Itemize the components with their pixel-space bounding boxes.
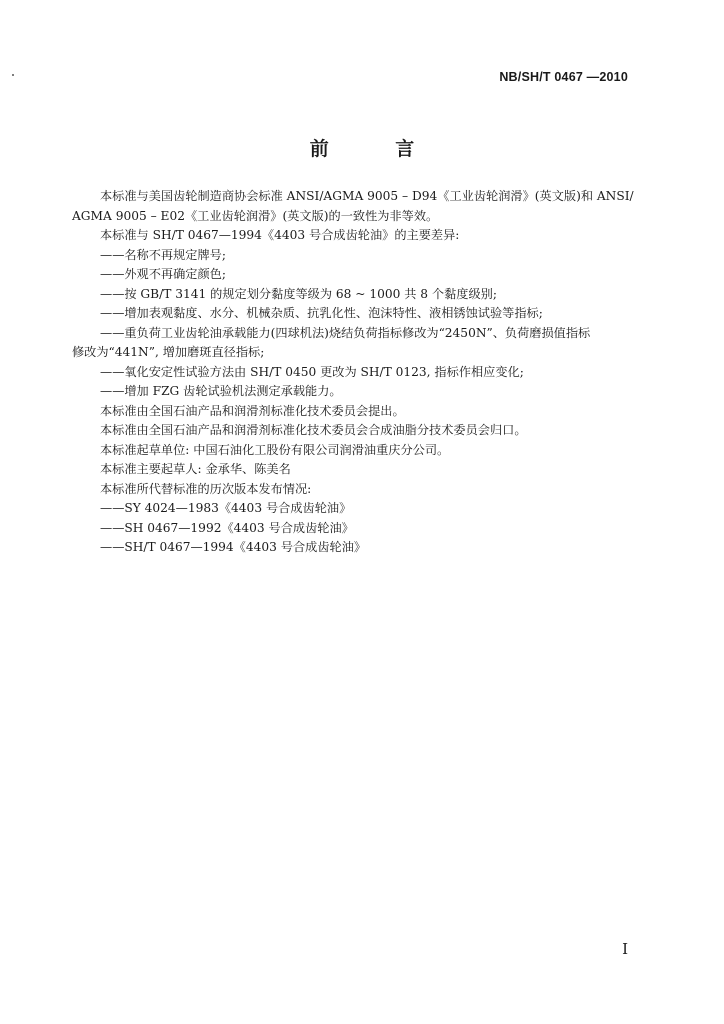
paragraph-line: 本标准主要起草人: 金承华、陈美名 xyxy=(100,462,291,476)
list-item: ——SH 0467—1992《4403 号合成齿轮油》 xyxy=(100,520,354,535)
paragraph-line: 本标准所代替标准的历次版本发布情况: xyxy=(100,481,312,496)
paragraph-line: 本标准起草单位: 中国石油化工股份有限公司润滑油重庆分公司。 xyxy=(100,442,450,457)
list-item: ——外观不再确定颜色; xyxy=(100,267,226,281)
list-item: ——按 GB/T 3141 的规定划分黏度等级为 68 ~ 1000 共 8 个黏度级别; xyxy=(100,286,497,301)
list-item: ——增加 FZG 齿轮试验机法测定承载能力。 xyxy=(100,384,342,398)
paragraph-line: 本标准与 SH/T 0467—1994《4403 号合成齿轮油》的主要差异: xyxy=(100,228,460,242)
paragraph-line: 本标准由全国石油产品和润滑剂标准化技术委员会合成油脂分技术委员会归口。 xyxy=(100,423,527,437)
list-item: ——氧化安定性试验方法由 SH/T 0450 更改为 SH/T 0123, 指标作相应变化; xyxy=(100,364,524,379)
list-item: ——重负荷工业齿轮油承载能力(四球机法)烧结负荷指标修改为“2450N”、负荷磨损值指标 xyxy=(100,325,591,340)
paragraph-line: AGMA 9005 – E02《工业齿轮润滑》(英文版)的一致性为非等效。 xyxy=(72,208,439,223)
scan-speck xyxy=(12,74,14,76)
page-title: 前 言 xyxy=(309,138,445,160)
paragraph-line: 本标准与美国齿轮制造商协会标准 ANSI/AGMA 9005 – D94《工业齿轮润滑》(英文版)和 ANSI/ xyxy=(100,189,634,203)
list-item: ——SH/T 0467—1994《4403 号合成齿轮油》 xyxy=(100,540,367,554)
list-item: ——SY 4024—1983《4403 号合成齿轮油》 xyxy=(100,501,352,515)
paragraph-line: 本标准由全国石油产品和润滑剂标准化技术委员会提出。 xyxy=(100,403,405,418)
foreword-body xyxy=(72,187,634,558)
page-number: I xyxy=(622,940,628,958)
list-item: ——增加表观黏度、水分、机械杂质、抗乳化性、泡沫特性、液相锈蚀试验等指标; xyxy=(100,306,543,320)
paragraph-line: 修改为“441N”, 增加磨斑直径指标; xyxy=(72,345,265,359)
standard-code: NB/SH/T 0467 —2010 xyxy=(499,70,628,84)
list-item: ——名称不再规定牌号; xyxy=(100,247,226,262)
